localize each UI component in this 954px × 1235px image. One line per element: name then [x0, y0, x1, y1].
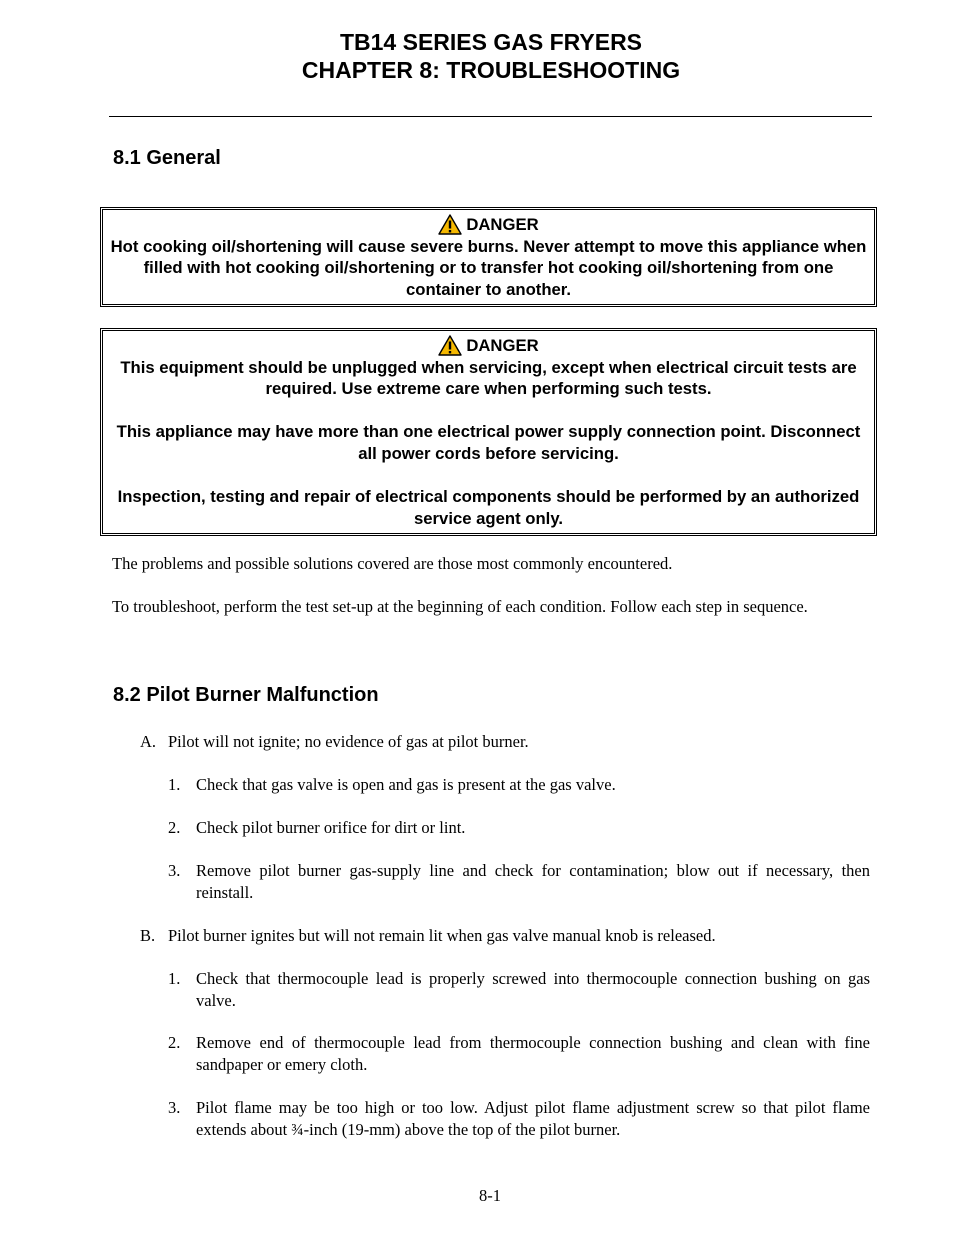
- step-item: [168, 860, 870, 904]
- warning-triangle-icon: [438, 214, 462, 235]
- list-marker: 2.: [168, 818, 181, 837]
- step-item: [168, 774, 870, 796]
- condition-text: Pilot burner ignites but will not remain lit when gas valve manual knob is released.: [168, 926, 716, 945]
- list-marker: 3.: [168, 861, 181, 880]
- danger-text: Hot cooking oil/shortening will cause severe burns. Never attempt to move this appliance when filled with hot cooking oil/shortening or to transfer hot cooking oil/shortening from one container to another.: [110, 236, 867, 299]
- step-item: [168, 1097, 870, 1141]
- danger-box-burns: [100, 207, 877, 307]
- condition-text: Pilot will not ignite; no evidence of gas at pilot burner.: [168, 732, 529, 751]
- step-text: Pilot flame may be too high or too low. Adjust pilot flame adjustment screw so that pilot flame extends about ¾-inch (19-mm) above the top of the pilot burner.: [196, 1098, 870, 1139]
- danger-label: DANGER: [466, 215, 539, 234]
- danger-box-electrical: [100, 328, 877, 536]
- title-divider: [109, 116, 872, 117]
- danger-header: [109, 335, 868, 357]
- danger-paragraph-power-points: This appliance may have more than one electrical power supply connection point. Disconnect all power cords before servicing.: [116, 422, 861, 463]
- step-text: Check that gas valve is open and gas is present at the gas valve.: [196, 775, 616, 794]
- danger-paragraph-authorized-agent: Inspection, testing and repair of electrical components should be performed by an authorized service agent only.: [117, 487, 860, 528]
- intro-paragraph: To troubleshoot, perform the test set-up at the beginning of each condition. Follow each step in sequence.: [112, 597, 808, 616]
- condition-item-a: [140, 731, 870, 753]
- section-heading-pilot-burner: 8.2 Pilot Burner Malfunction: [113, 684, 379, 706]
- danger-label: DANGER: [466, 336, 539, 355]
- list-marker: 1.: [168, 969, 181, 988]
- step-item: [168, 968, 870, 1012]
- step-text: Check pilot burner orifice for dirt or lint.: [196, 818, 466, 837]
- step-text: Remove end of thermocouple lead from thermocouple connection bushing and clean with fine sandpaper or emery cloth.: [196, 1033, 870, 1074]
- condition-item-b: [140, 925, 870, 947]
- step-text: Check that thermocouple lead is properly screwed into thermocouple connection bushing on gas valve.: [196, 969, 870, 1010]
- list-marker: A.: [140, 732, 157, 751]
- step-item: [168, 1032, 870, 1076]
- document-title: TB14 SERIES GAS FRYERS: [339, 29, 643, 55]
- warning-triangle-icon: [438, 335, 462, 356]
- page-title: [0, 28, 954, 84]
- intro-paragraph: The problems and possible solutions covered are those most commonly encountered.: [112, 554, 673, 573]
- list-marker: 2.: [168, 1033, 181, 1052]
- step-text: Remove pilot burner gas-supply line and check for contamination; blow out if necessary, then reinstall.: [196, 861, 870, 902]
- list-marker: B.: [140, 926, 156, 945]
- danger-header: [109, 214, 868, 236]
- danger-paragraph-unplug: This equipment should be unplugged when servicing, except when electrical circuit tests are required. Use extreme care when performing such tests.: [120, 357, 857, 399]
- chapter-title: CHAPTER 8: TROUBLESHOOTING: [301, 57, 681, 83]
- page-number: 8-1: [479, 1186, 501, 1205]
- section-heading-general: 8.1 General: [113, 147, 221, 169]
- step-item: [168, 817, 870, 839]
- list-marker: 1.: [168, 775, 181, 794]
- list-marker: 3.: [168, 1098, 181, 1117]
